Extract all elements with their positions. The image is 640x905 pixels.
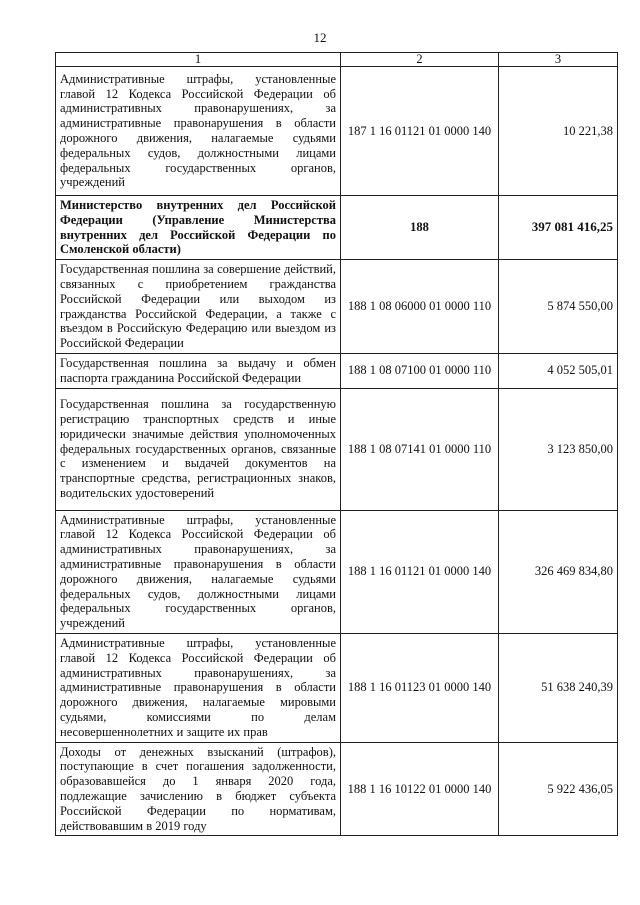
table-row [56,742,618,836]
table-row [56,260,618,354]
revenue-name: Государственная пошлина за выдачу и обмен паспорта гражданина Российской Федерации [56,353,341,388]
revenue-amount: 5 874 550,00 [499,260,618,354]
table-row [56,633,618,742]
ministry-total-amount: 397 081 416,25 [499,196,618,260]
revenue-amount: 5 922 436,05 [499,742,618,836]
revenue-amount: 4 052 505,01 [499,353,618,388]
budget-code: 188 1 16 01121 01 0000 140 [341,510,499,633]
column-header-code: 2 [341,53,499,67]
revenue-name: Государственная пошлина за государственную регистрацию транспортных средств и иные юридически значимые действия уполномоченных федеральных государственных органов, связанные с изменением и выдачей документов на транспортные средства, регистрационных знаков, водительских удостоверений [56,388,341,510]
column-header-name: 1 [56,53,341,67]
budget-code: 188 1 08 07100 01 0000 110 [341,353,499,388]
revenue-amount: 10 221,38 [499,67,618,196]
budget-code: 188 1 16 10122 01 0000 140 [341,742,499,836]
revenue-name: Административные штрафы, установленные главой 12 Кодекса Российской Федерации об административных правонарушениях, за административные правонарушения в области дорожного движения, налагаемые судьями федеральных судов, должностными лицами федеральных государственных органов, учреждений [56,510,341,633]
ministry-name: Министерство внутренних дел Российской Федерации (Управление Министерства внутренних дел Российской Федерации по Смоленской области) [56,196,341,260]
revenue-name: Административные штрафы, установленные главой 12 Кодекса Российской Федерации об административных правонарушениях, за административные правонарушения в области дорожного движения, налагаемые мировыми судьями, комиссиями по делам несовершеннолетних и защите их прав [56,633,341,742]
table-row [56,388,618,510]
budget-code: 187 1 16 01121 01 0000 140 [341,67,499,196]
table-header-row [56,53,618,67]
table-row [56,67,618,196]
table-row [56,353,618,388]
revenue-name: Доходы от денежных взысканий (штрафов), поступающие в счет погашения задолженности, образовавшейся до 1 января 2020 года, подлежащие зачислению в бюджет субъекта Российской Федерации по нормативам, действовавшим в 2019 году [56,742,341,836]
budget-code: 188 1 08 06000 01 0000 110 [341,260,499,354]
revenue-amount: 3 123 850,00 [499,388,618,510]
table-row [56,510,618,633]
revenue-table [55,52,618,836]
budget-code: 188 1 08 07141 01 0000 110 [341,388,499,510]
revenue-name: Административные штрафы, установленные главой 12 Кодекса Российской Федерации об административных правонарушениях, за административные правонарушения в области дорожного движения, налагаемые судьями федеральных судов, должностными лицами федеральных государственных органов, учреждений [56,67,341,196]
administrator-code: 188 [341,196,499,260]
column-header-amount: 3 [499,53,618,67]
revenue-name: Государственная пошлина за совершение действий, связанных с приобретением гражданства Российской Федерации или выходом из гражданства Российской Федерации, а также с въездом в Российскую Федерацию или выездом из Российской Федерации [56,260,341,354]
revenue-amount: 51 638 240,39 [499,633,618,742]
revenue-amount: 326 469 834,80 [499,510,618,633]
table-row-ministry [56,196,618,260]
page-number: 12 [313,30,327,45]
budget-code: 188 1 16 01123 01 0000 140 [341,633,499,742]
